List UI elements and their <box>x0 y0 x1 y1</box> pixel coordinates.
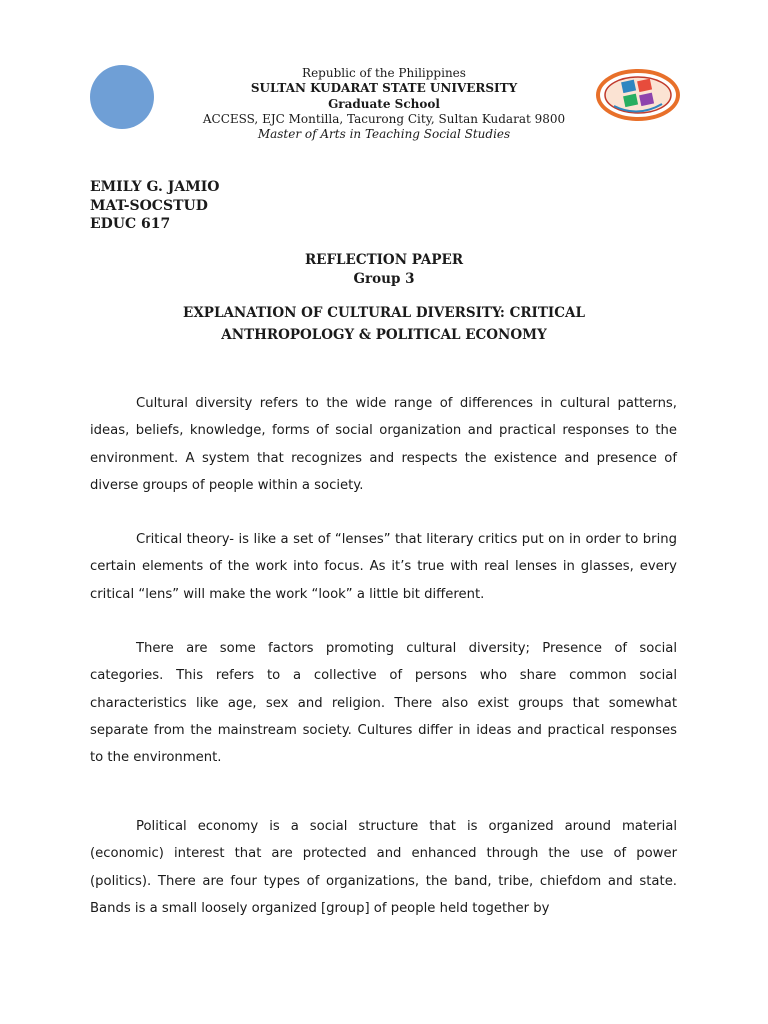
paragraph-text: Cultural diversity refers to the wide range of differences in cultural patterns, ideas, beliefs, knowledge, forms of social organization and practical responses to the environment. A system that recognizes and respects the existence and presence of diverse groups of people within a society. <box>90 396 677 493</box>
student-name: EMILY G. JAMIO <box>90 179 220 195</box>
paper-title <box>0 303 768 346</box>
letterhead <box>0 66 768 142</box>
paragraph-text: Critical theory- is like a set of “lenses” that literary critics put on in order to bring certain elements of the work into focus. As it’s true with real lenses in glasses, every critical “lens” will make the work “look” a little bit different. <box>90 532 677 602</box>
course-code: EDUC 617 <box>90 216 171 232</box>
university-name: SULTAN KUDARAT STATE UNIVERSITY <box>250 81 518 96</box>
paper-heading <box>0 251 768 288</box>
group-label: Group 3 <box>353 270 415 287</box>
school-name: Graduate School <box>328 96 440 111</box>
student-info <box>90 178 219 234</box>
student-program: MAT-SOCSTUD <box>90 197 208 214</box>
paragraph-factors <box>90 635 677 771</box>
paper-title-line-1: EXPLANATION OF CULTURAL DIVERSITY: CRITICAL <box>183 305 585 321</box>
paragraph-critical-theory <box>90 526 677 608</box>
paper-title-line-2: ANTHROPOLOGY & POLITICAL ECONOMY <box>221 326 547 343</box>
program-line: Master of Arts in Teaching Social Studies <box>257 127 511 142</box>
paragraph-text: Political economy is a social structure that is organized around material (economic) interest that are protected and enhanced through the use of power (politics). There are four types of organizations, the band, tribe, chiefdom and state. Bands is a small loosely organized [group] of people held together by <box>90 819 677 916</box>
paper-type: REFLECTION PAPER <box>304 252 464 268</box>
paragraph-political-economy <box>90 813 677 922</box>
paragraph-text: There are some factors promoting cultural diversity; Presence of social categories. This refers to a collective of persons who share common social characteristics like age, sex and religion. There also exist groups that somewhat separate from the mainstream society. Cultures differ in ideas and practical responses to the environment. <box>90 641 677 766</box>
address-line: ACCESS, EJC Montilla, Tacurong City, Sultan Kudarat 9800 <box>202 111 566 126</box>
republic-line: Republic of the Philippines <box>302 66 466 80</box>
paragraph-cultural-diversity <box>90 390 677 499</box>
